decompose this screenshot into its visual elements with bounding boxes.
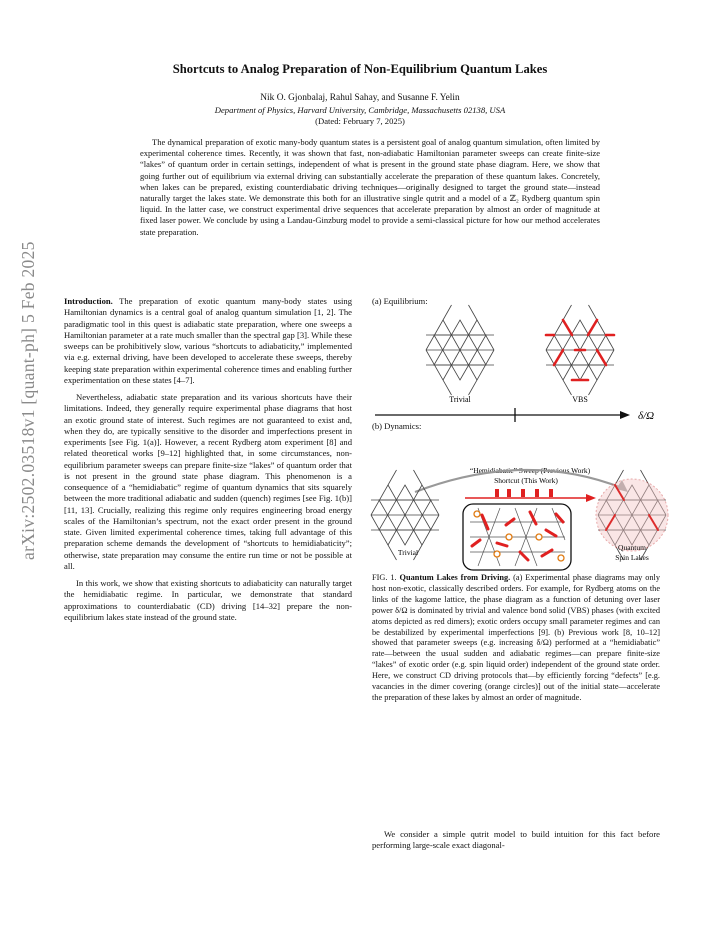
intro-p1-text: The preparation of exotic quantum many-body states using Hamiltonian dynamics is a central goal of analog quantum simulation [1, 2]. The paradigmatic tool in this quest is adiabatic state preparation, where one sweeps a Hamiltonian parameter at a rate much smaller than the spectral gap [3]. While these sweeps can be prohibitively slow, various “shortcuts to adiabaticity,” implemented via e.g. external driving, have been developed to accelerate these sweeps, thereby keeping state preparation within experimental coherence times and enabling further experimentation on these states [4–7]. bbox=[64, 296, 352, 385]
qutrit-paragraph: We consider a simple qutrit model to build intuition for this fact before performing large-scale exact diagonal- bbox=[372, 829, 660, 851]
panel-a-label: (a) Equilibrium: bbox=[372, 296, 428, 306]
phase-axis bbox=[375, 408, 630, 422]
affiliation: Department of Physics, Harvard University, Cambridge, Massachusetts 02138, USA bbox=[214, 105, 506, 115]
right-column-text bbox=[372, 829, 660, 858]
paper-title: Shortcuts to Analog Preparation of Non-Equilibrium Quantum Lakes bbox=[172, 62, 548, 76]
hemidiabatic-label: “Hemidiabatic” Sweep (Previous Work) bbox=[469, 466, 591, 475]
arxiv-identifier: arXiv:2502.03518v1 [quant-ph] 5 Feb 2025 bbox=[18, 241, 38, 560]
shortcut-label: Shortcut (This Work) bbox=[494, 476, 558, 485]
trivial-label-b: Trivial bbox=[397, 548, 419, 557]
shortcut-arrowhead bbox=[586, 494, 596, 502]
intro-heading: Introduction. bbox=[64, 296, 113, 306]
left-column bbox=[64, 296, 352, 629]
panel-b-label: (b) Dynamics: bbox=[372, 421, 422, 431]
caption-text: (a) Experimental phase diagrams may only host non-exotic, classically described orders. For example, for Rydberg atoms on the links of the kagome lattice, the phase diagram as a function of detuning over laser power δ/Ω is dominated by trivial and valence bond solid (VBS) phases (with excited atoms depicted as red dimers); exotic orders occupy small parameter regimes and can be destabilized by experimental imperfections [9]. (b) Previous work [8, 10–12] showed that parameter sweeps (e.g. increasing δ/Ω) performed at a “hemidiabatic” rate—between the usual sudden and adiabatic regimes—can prepare finite-size “lakes” of exotic order (e.g. spin liquid order) independent of the ground state order. Here, we construct CD driving protocols that—by efficiently forcing “defects” [e.g. vacancies in the dimer covering (orange circles)] out of the initial state—accelerate the preparation of these lakes by almost an order of magnitude. bbox=[372, 573, 660, 702]
intro-paragraph-2: Nevertheless, adiabatic state preparation and its various shortcuts have their limitations. Indeed, they generally require experimental phase diagrams that host an exotic ground state of interest. Such regimes are not guaranteed to exist and, when they do, are typically sensitive to the disorder and imperfections present in experiments [see Fig. 1(a)]. However, a recent Rydberg atom experiment [8] and related theoretical works [9–12] highlighted that, in some circumstances, non-equilibrium parameter sweeps can prepare finite-size “lakes” of quantum order that is not present in the ground state phase diagram. This phenomenon is a consequence of a “hemidiabatic” regime of quantum dynamics that sits squarely between the more traditional adiabatic and sudden (quench) regimes [see Fig. 1(b)] [11, 13]. Crucially, realizing this regime only requires engineering broad energy scales of the Hamiltonian’s spectrum, not the exact order present in the ground state. Given limited experimental coherence times, taking full advantage of this preparation scheme demands the development of “shortcuts to hemidiabaticity”; otherwise, state preparation may consume the entire run time or not be possible at all. bbox=[64, 392, 352, 571]
author-list: Nik O. Gjonbalaj, Rahul Sahay, and Susanne F. Yelin bbox=[260, 93, 460, 103]
trivial-label-a: Trivial bbox=[449, 395, 471, 404]
caption-label: FIG. 1. bbox=[372, 573, 397, 582]
intro-paragraph-3: In this work, we show that existing shortcuts to adiabaticity can naturally target the hemidiabatic regime. In particular, we demonstrate that standard approximations to counterdiabatic (CD) driving [14–32] prepare the non-equilibrium lakes state instead of the ground state. bbox=[64, 578, 352, 622]
vbs-label: VBS bbox=[572, 395, 588, 404]
trivial-lattice-a bbox=[426, 305, 494, 395]
date-line: (Dated: February 7, 2025) bbox=[315, 116, 405, 126]
caption-title: Quantum Lakes from Driving. bbox=[399, 573, 511, 582]
defect-panel bbox=[463, 504, 571, 570]
intro-paragraph-1 bbox=[64, 296, 352, 386]
vbs-lattice bbox=[546, 305, 614, 395]
drive-pulses bbox=[495, 489, 553, 497]
axis-label: δ/Ω bbox=[638, 410, 655, 422]
trivial-lattice-b bbox=[371, 470, 439, 560]
qsl-label-line2: Spin Lakes bbox=[615, 553, 649, 562]
abstract: The dynamical preparation of exotic many-body quantum states is a persistent goal of analog quantum simulation, often limited by experimental coherence times. Recently, it was shown that fast, non-adiabatic Hamiltonian parameter sweeps can create finite-size “lakes” of quantum order in certain settings, independent of what is present in the ground state phase diagram. Here, we show that going further out of equilibrium via external driving can substantially accelerate the preparation of these quantum lakes. Concretely, when lakes can be prepared, existing counterdiabatic driving techniques—originally designed to target the ground state—instead naturally target the lakes state. We demonstrate this both for an illustrative single qutrit and a model of a ℤ₂ Rydberg quantum spin liquid. In the latter case, we construct experimental drive sequences that accelerate preparation by almost an order of magnitude at fixed laser power. We conclude by using a Landau-Ginzburg model to provide a semi-classical picture for how our method accelerates state preparation. bbox=[140, 137, 600, 237]
qsl-label-line1: Quantum bbox=[618, 543, 646, 552]
figure-caption bbox=[372, 573, 660, 704]
figure-1 bbox=[360, 290, 670, 575]
